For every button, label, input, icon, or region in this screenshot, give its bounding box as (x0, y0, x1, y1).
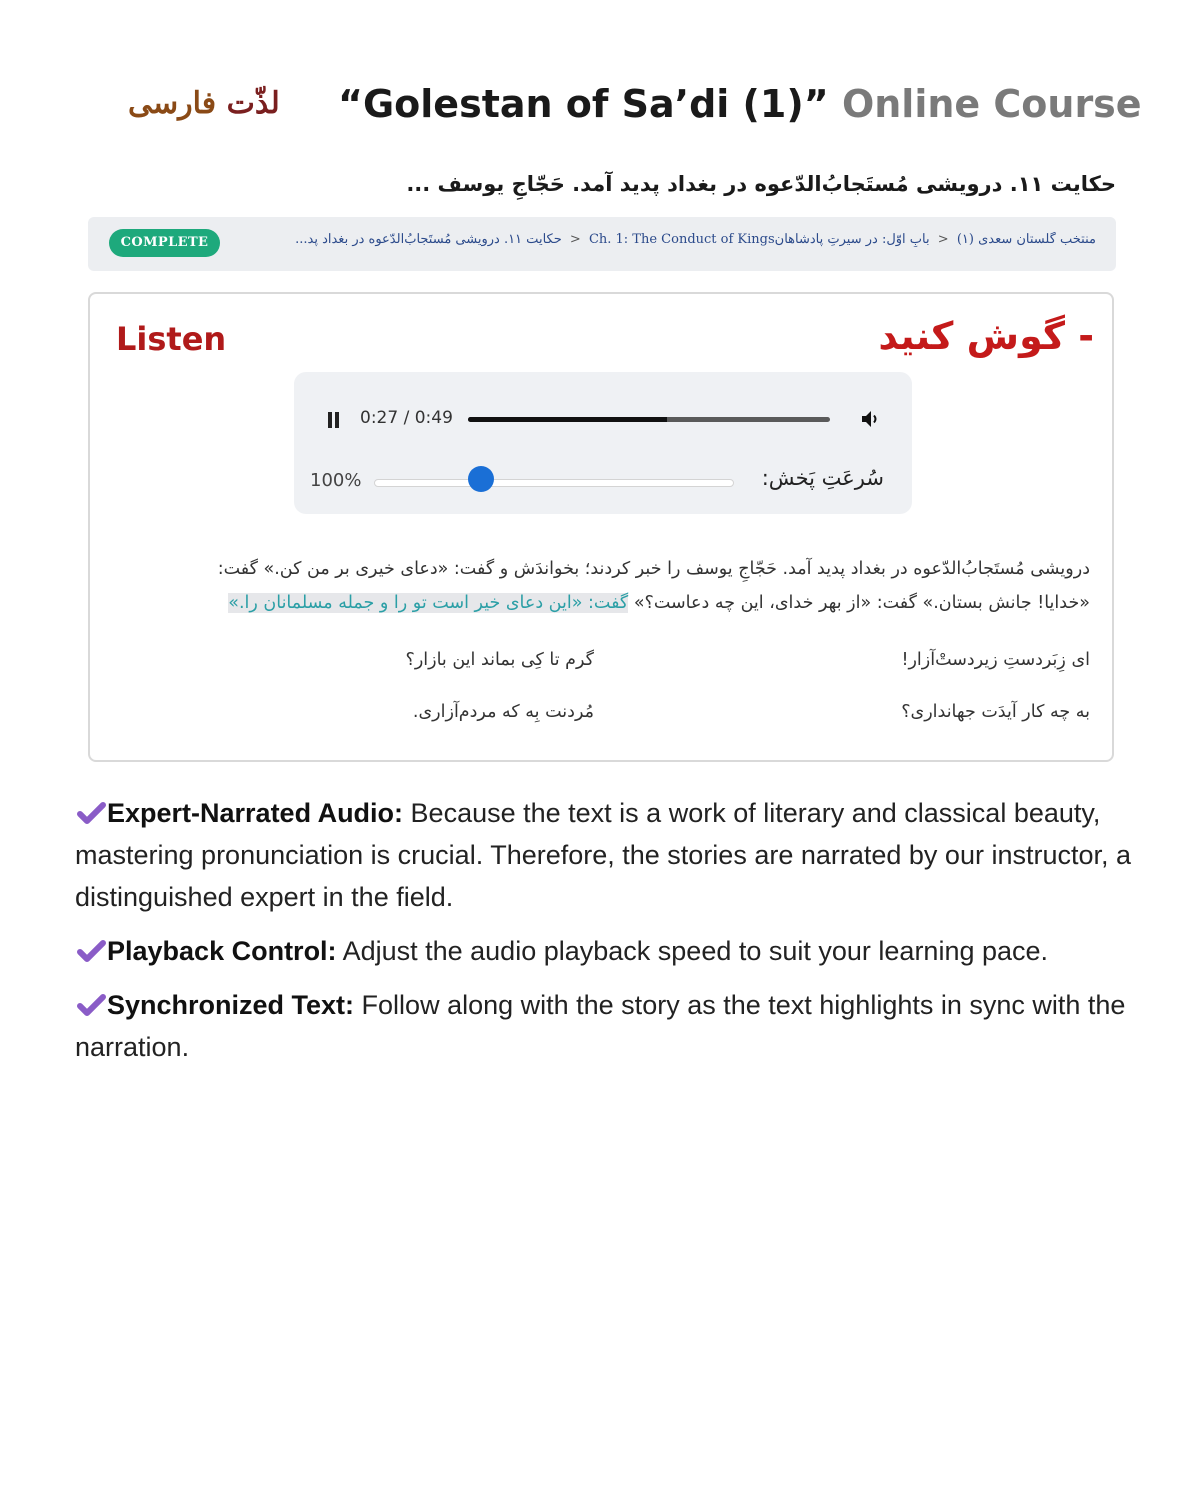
time-display: 0:27 / 0:49 (360, 408, 453, 428)
check-icon (75, 993, 107, 1017)
feature-text: Because the text is a work of literary and classical beauty, mastering pronunciation is crucial. Therefore, the stories are narrated by our instructor, a distinguished expert in the field. (75, 798, 1132, 912)
feature-item (75, 984, 1135, 1068)
check-icon (75, 801, 107, 825)
verse-2-hemistich-1: به چه کار آیدَت جهانداری؟ (901, 702, 1090, 722)
feature-text: Adjust the audio playback speed to suit your learning pace. (336, 936, 1049, 966)
check-icon (75, 939, 107, 963)
course-title (338, 82, 1142, 126)
speed-label: سُرعَتِ پَخش: (761, 466, 884, 490)
feature-title: Playback Control: (107, 936, 337, 966)
progress-fill (468, 417, 667, 422)
breadcrumb-item-lesson: حکایت ۱۱. درویشی مُستَجابُ‌الدّعوه در بغداد پد... (295, 232, 562, 247)
breadcrumb-bar (88, 217, 1116, 271)
breadcrumb (295, 232, 1096, 247)
speed-value: 100% (310, 470, 362, 491)
course-title-sub: Online Course (841, 82, 1142, 126)
feature-item (75, 792, 1135, 918)
listen-heading-en: Listen (116, 320, 227, 358)
breadcrumb-separator: < (569, 232, 581, 247)
feature-item (75, 930, 1135, 972)
story-line-1: درویشی مُستَجابُ‌الدّعوه در بغداد پدید آمد. حَجّاجِ یوسف را خبر کردند؛ بخواندَش و گفت: «دعای خیری بر من کن.» گفت: (217, 559, 1090, 579)
breadcrumb-separator: < (937, 232, 949, 247)
listen-card (88, 292, 1114, 762)
breadcrumb-item-course[interactable]: منتخب گلستان سعدی (۱) (956, 232, 1096, 247)
course-title-main: “Golestan of Sa’di (1)” (338, 82, 829, 126)
breadcrumb-item-chapter[interactable]: بابِ اوّل: در سیرتِ پادشاهانCh. 1: The Conduct of Kings (588, 232, 930, 247)
story-highlight: گفت: «این دعای خیر است تو را و جمله مسلمانان را.» (228, 593, 629, 613)
feature-list (75, 792, 1135, 1080)
speed-slider-thumb[interactable] (468, 466, 494, 492)
verse-1-hemistich-2: گرم تا کِی بماند این بازار؟ (405, 650, 594, 670)
story-line-2-plain: «خدایا! جانش بستان.» گفت: «از بهر خدای، این چه دعاست؟» (633, 593, 1090, 613)
pause-icon[interactable] (327, 412, 341, 428)
volume-icon[interactable] (859, 407, 883, 431)
verse-2-hemistich-2: مُردنت بِه که مردم‌آزاری. (412, 702, 594, 722)
feature-title: Expert-Narrated Audio: (107, 798, 404, 828)
feature-text: Follow along with the story as the text highlights in sync with the narration. (75, 990, 1126, 1062)
site-logo[interactable] (128, 86, 280, 121)
lesson-title: حکایت ۱۱. درویشی مُستَجابُ‌الدّعوه در بغداد پدید آمد. حَجّاجِ یوسف ... (406, 172, 1116, 196)
progress-bar[interactable] (468, 417, 830, 422)
header (0, 78, 1200, 138)
listen-heading-fa: - گوش کنید (878, 314, 1094, 358)
story-text (120, 552, 1090, 620)
status-badge: COMPLETE (109, 229, 220, 257)
logo-part2: فارسی (128, 86, 217, 121)
verse-1-hemistich-1: ای زِبَردستِ زیردستْ‌آزار! (901, 650, 1090, 670)
audio-player (294, 372, 912, 514)
speed-slider[interactable] (374, 479, 734, 487)
story-line-2 (120, 586, 1090, 620)
logo-part1: لذّت (226, 86, 280, 121)
feature-title: Synchronized Text: (107, 990, 355, 1020)
